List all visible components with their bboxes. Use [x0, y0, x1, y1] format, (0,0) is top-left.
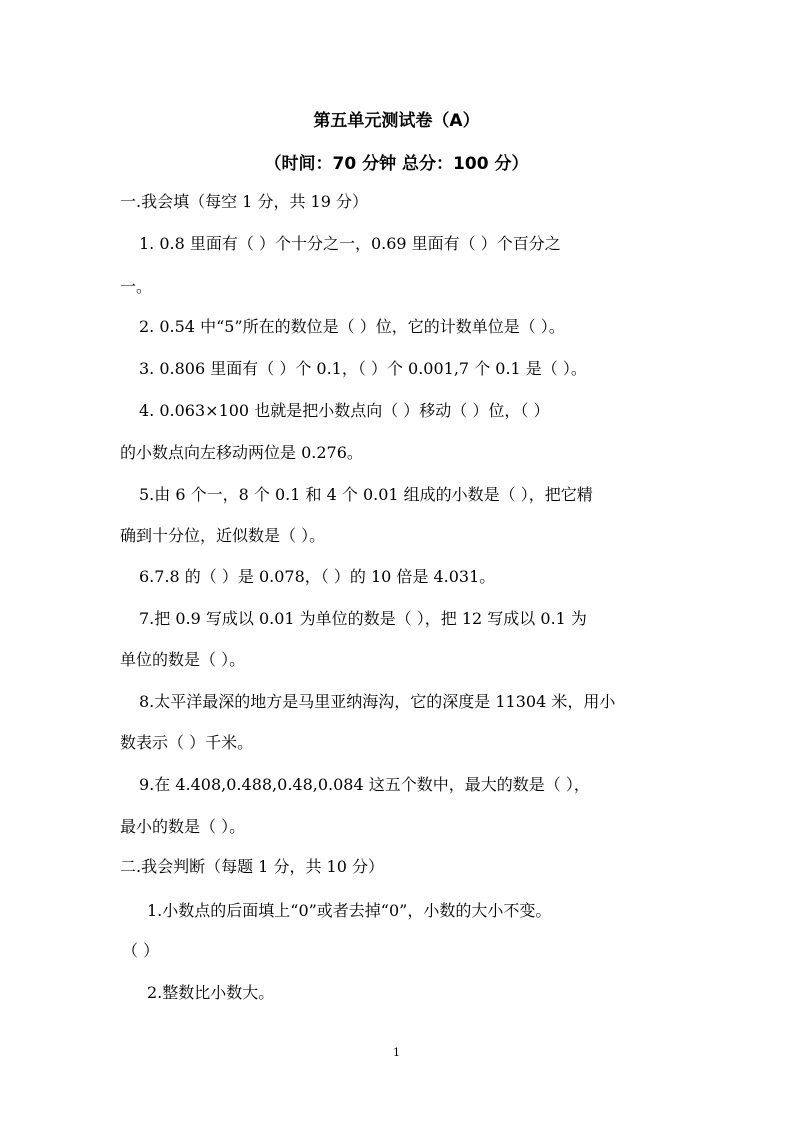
judge-question-2: 2.整数比小数大。: [147, 983, 275, 1002]
question-1-line-2: 一。: [120, 277, 153, 296]
question-4-line-1: 4. 0.063×100 也就是把小数点向（ ）移动（ ）位，（ ）: [139, 401, 550, 420]
question-9-line-1: 9.在 4.408,0.488,0.48,0.084 这五个数中，最大的数是（ ），: [139, 775, 590, 794]
question-5-line-2: 确到十分位，近似数是（ ）。: [120, 526, 326, 545]
question-1-line-1: 1. 0.8 里面有（ ）个十分之一，0.69 里面有（ ）个百分之: [139, 234, 561, 253]
page-number: 1: [393, 1046, 400, 1059]
judge-question-1-line-2: （ ）: [122, 941, 160, 960]
section2-heading: 二.我会判断（每题 1 分，共 10 分）: [120, 857, 384, 876]
question-2: 2. 0.54 中“5”所在的数位是（ ）位，它的计数单位是（ ）。: [139, 317, 565, 336]
document-subtitle: （时间：70 分钟 总分：100 分）: [264, 154, 529, 174]
question-6: 6.7.8 的（ ）是 0.078，（ ）的 10 倍是 4.031。: [139, 567, 496, 586]
section1-heading: 一.我会填（每空 1 分，共 19 分）: [120, 192, 368, 211]
question-8-line-1: 8.太平洋最深的地方是马里亚纳海沟，它的深度是 11304 米，用小: [139, 692, 616, 711]
question-3: 3. 0.806 里面有（ ）个 0.1，（ ）个 0.001,7 个 0.1 是（ ）。: [139, 359, 587, 378]
question-4-line-2: 的小数点向左移动两位是 0.276。: [120, 443, 363, 462]
judge-question-1-line-1: 1.小数点的后面填上“0”或者去掉“0”，小数的大小不变。: [147, 901, 552, 920]
question-8-line-2: 数表示（ ）千米。: [120, 733, 254, 752]
question-5-line-1: 5.由 6 个一，8 个 0.1 和 4 个 0.01 组成的小数是（ ），把它精: [139, 485, 593, 504]
question-7-line-2: 单位的数是（ ）。: [120, 650, 246, 669]
question-7-line-1: 7.把 0.9 写成以 0.01 为单位的数是（ ），把 12 写成以 0.1 为: [139, 609, 587, 628]
document-title: 第五单元测试卷（A）: [313, 111, 480, 131]
question-9-line-2: 最小的数是（ ）。: [120, 817, 246, 836]
